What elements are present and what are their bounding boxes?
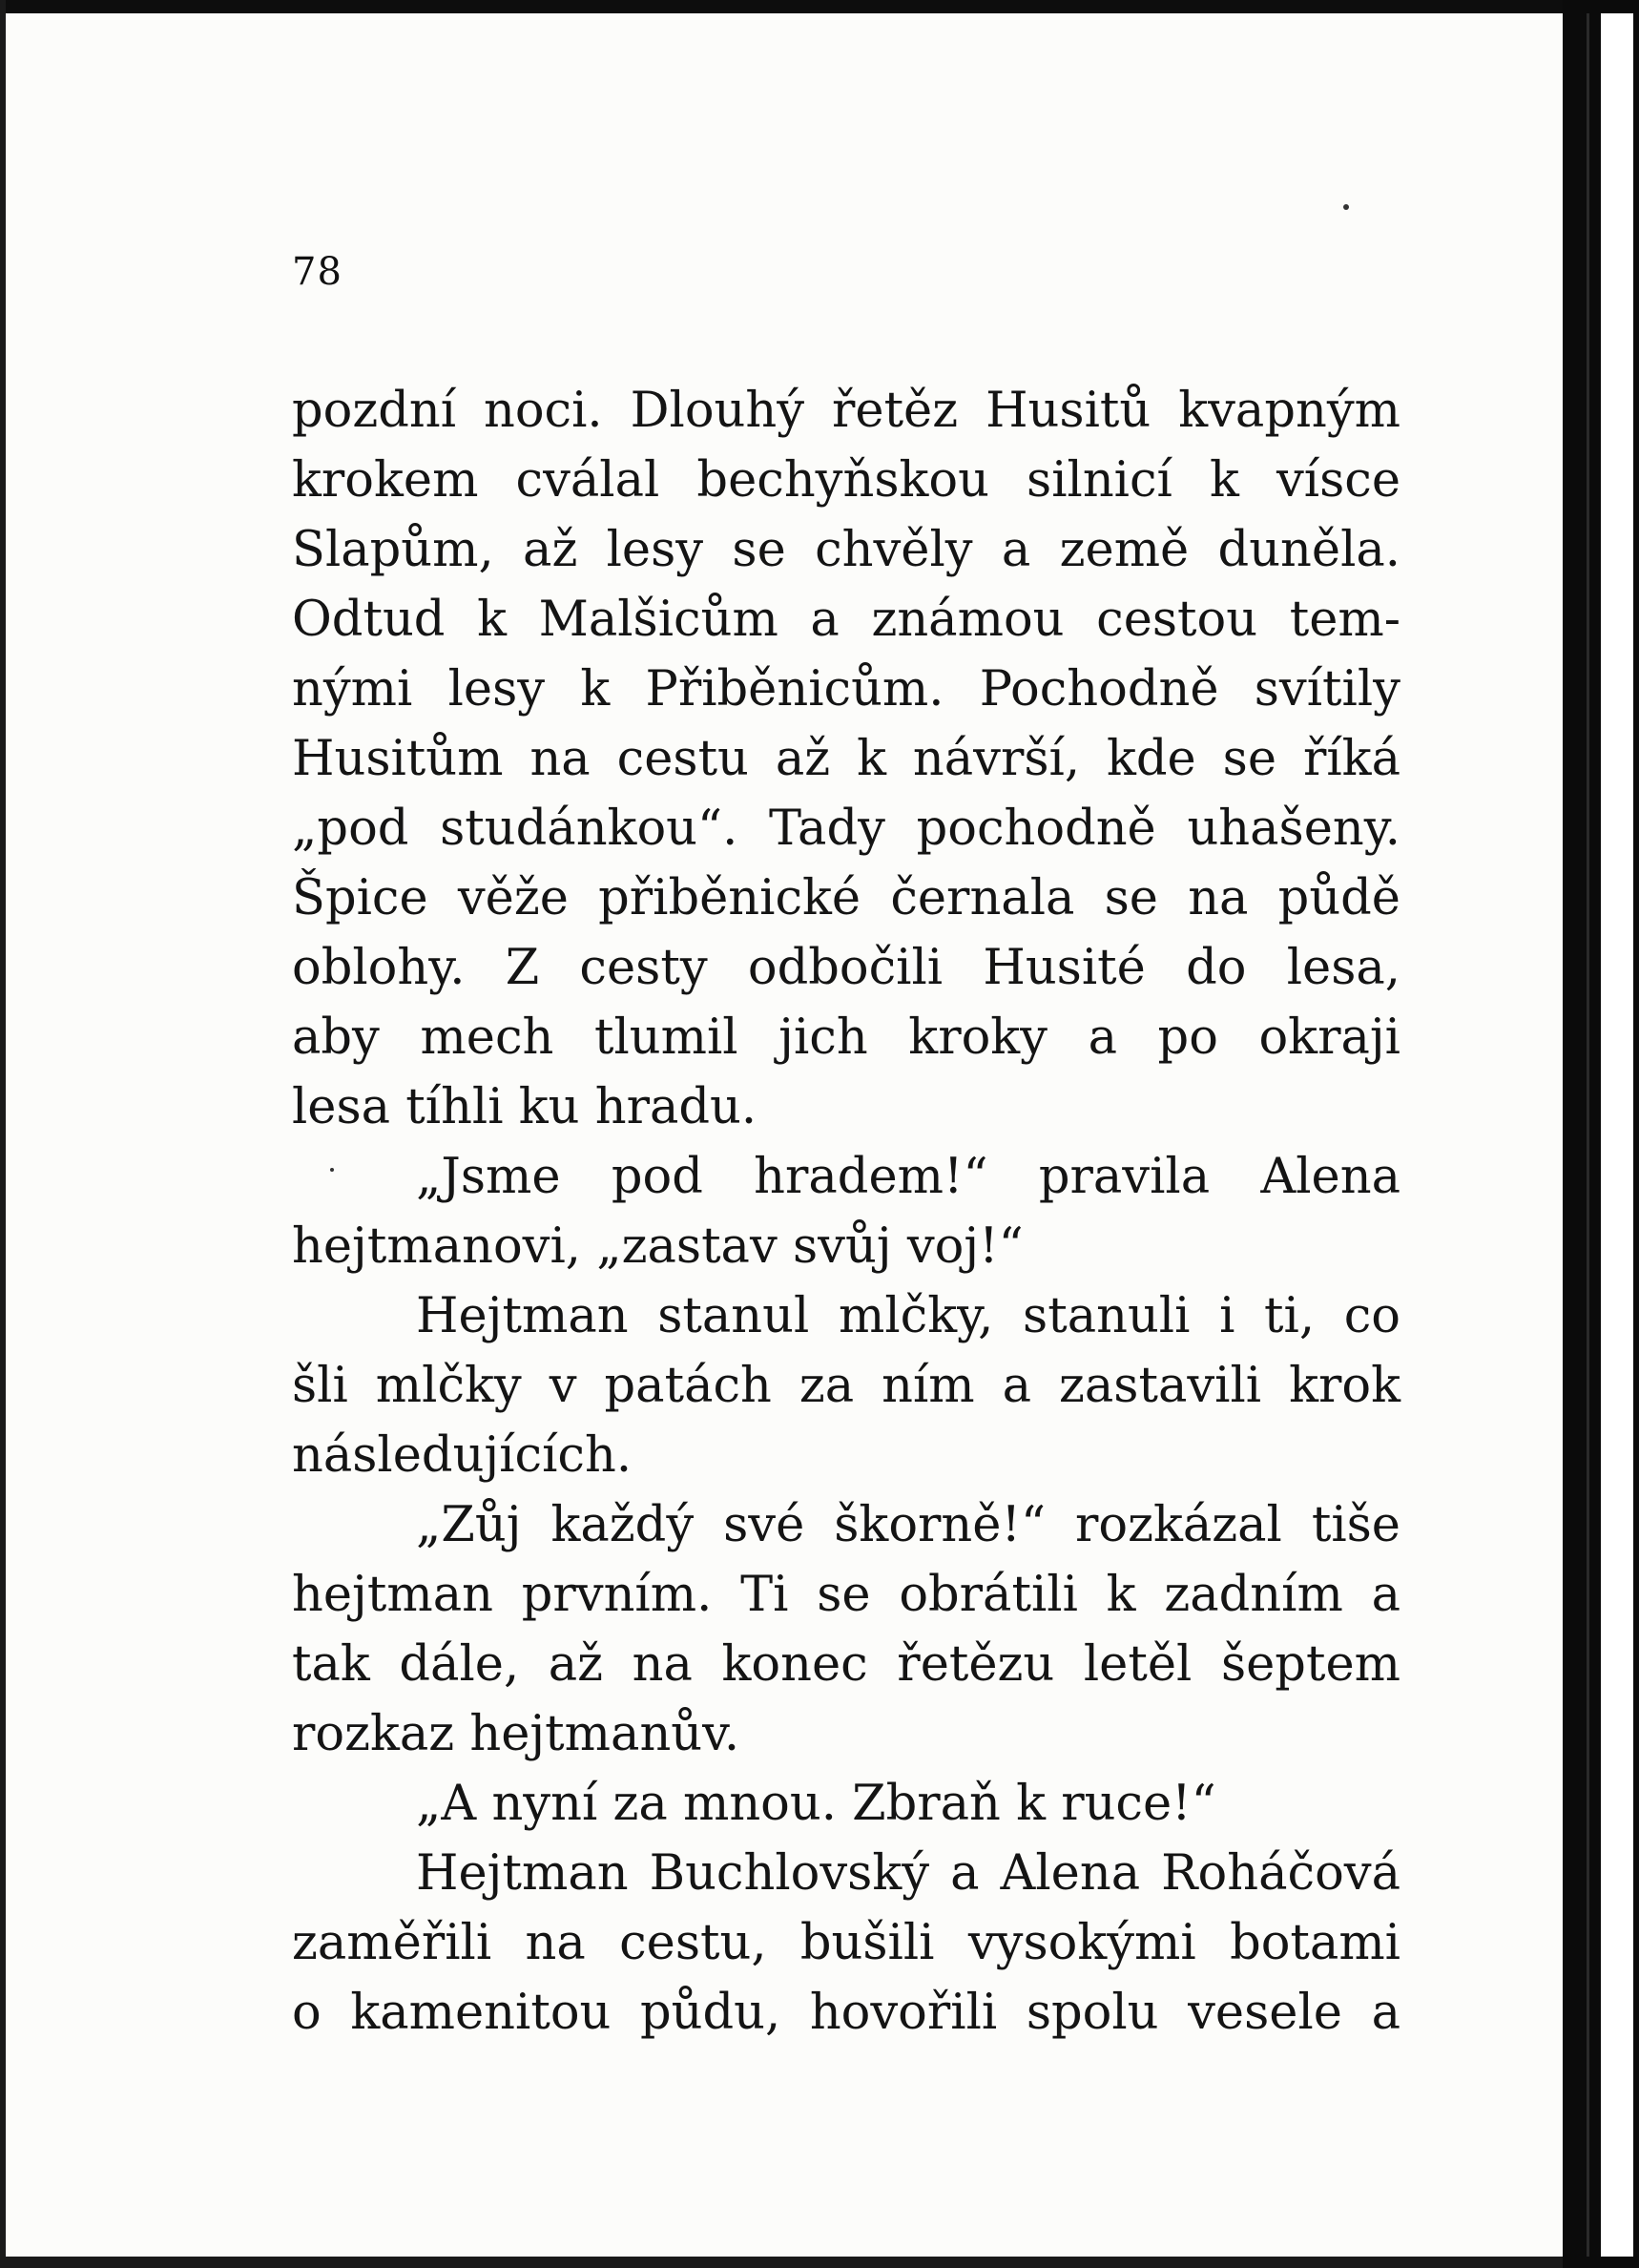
text-line: Slapům, až lesy se chvěly a země duněla. [292,522,1400,578]
text-line: o kamenitou půdu, hovořili spolu vesele a [292,1985,1400,2041]
text-line: pozdní noci. Dlouhý řetěz Husitů kvapným [292,383,1400,439]
scan-speck [1343,204,1349,210]
body-text [292,376,1400,2048]
text-line: lesa tíhli ku hradu. [292,1079,757,1135]
text-line: Husitům na cestu až k návrší, kde se říká [292,731,1400,787]
paragraph [292,376,1400,1142]
paragraph [292,1142,1400,1281]
text-line: aby mech tlumil jich kroky a po okraji [292,1009,1400,1066]
text-line: rozkaz hejtmanův. [292,1706,740,1762]
text-line: Špice věže přiběnické černala se na půdě [292,870,1400,926]
text-line: krokem cválal bechyňskou silnicí k vísce [292,452,1400,509]
text-line: „pod studánkou“. Tady pochodně uhašeny. [292,801,1400,857]
text-line: Hejtman stanul mlčky, stanuli i ti, co [416,1288,1400,1344]
book-page [6,13,1563,2257]
paragraph [292,1839,1400,2048]
scan-speck [330,1168,334,1172]
text-line: „Jsme pod hradem!“ pravila Alena [416,1149,1400,1205]
page-gutter-line [1587,13,1589,2257]
text-line: hejtman prvním. Ti se obrátili k zadním a [292,1567,1400,1623]
text-line: „Zůj každý své škorně!“ rozkázal tiše [416,1497,1400,1553]
scan-border-bottom [0,2257,1639,2268]
scan-border-top [0,0,1639,13]
text-line: hejtmanovi, „zastav svůj voj!“ [292,1218,1024,1275]
text-line: tak dále, až na konec řetězu letěl šeptem [292,1636,1400,1693]
paragraph [292,1769,1400,1839]
text-line: následujících. [292,1427,633,1484]
text-line: „A nyní za mnou. Zbraň k ruce!“ [416,1776,1216,1832]
text-line: nými lesy k Přiběnicům. Pochodně svítily [292,661,1400,718]
text-line: oblohy. Z cesty odbočili Husité do lesa, [292,940,1400,996]
adjacent-page-edge [1601,13,1633,2257]
text-line: Hejtman Buchlovský a Alena Roháčová [416,1845,1400,1902]
page-number: 78 [292,250,342,294]
paragraph [292,1281,1400,1490]
text-line: zaměřili na cestu, bušili vysokými botami [292,1915,1400,1971]
text-line: Odtud k Malšicům a známou cestou tem- [292,592,1400,648]
paragraph [292,1490,1400,1769]
text-line: šli mlčky v patách za ním a zastavili krok [292,1358,1400,1414]
